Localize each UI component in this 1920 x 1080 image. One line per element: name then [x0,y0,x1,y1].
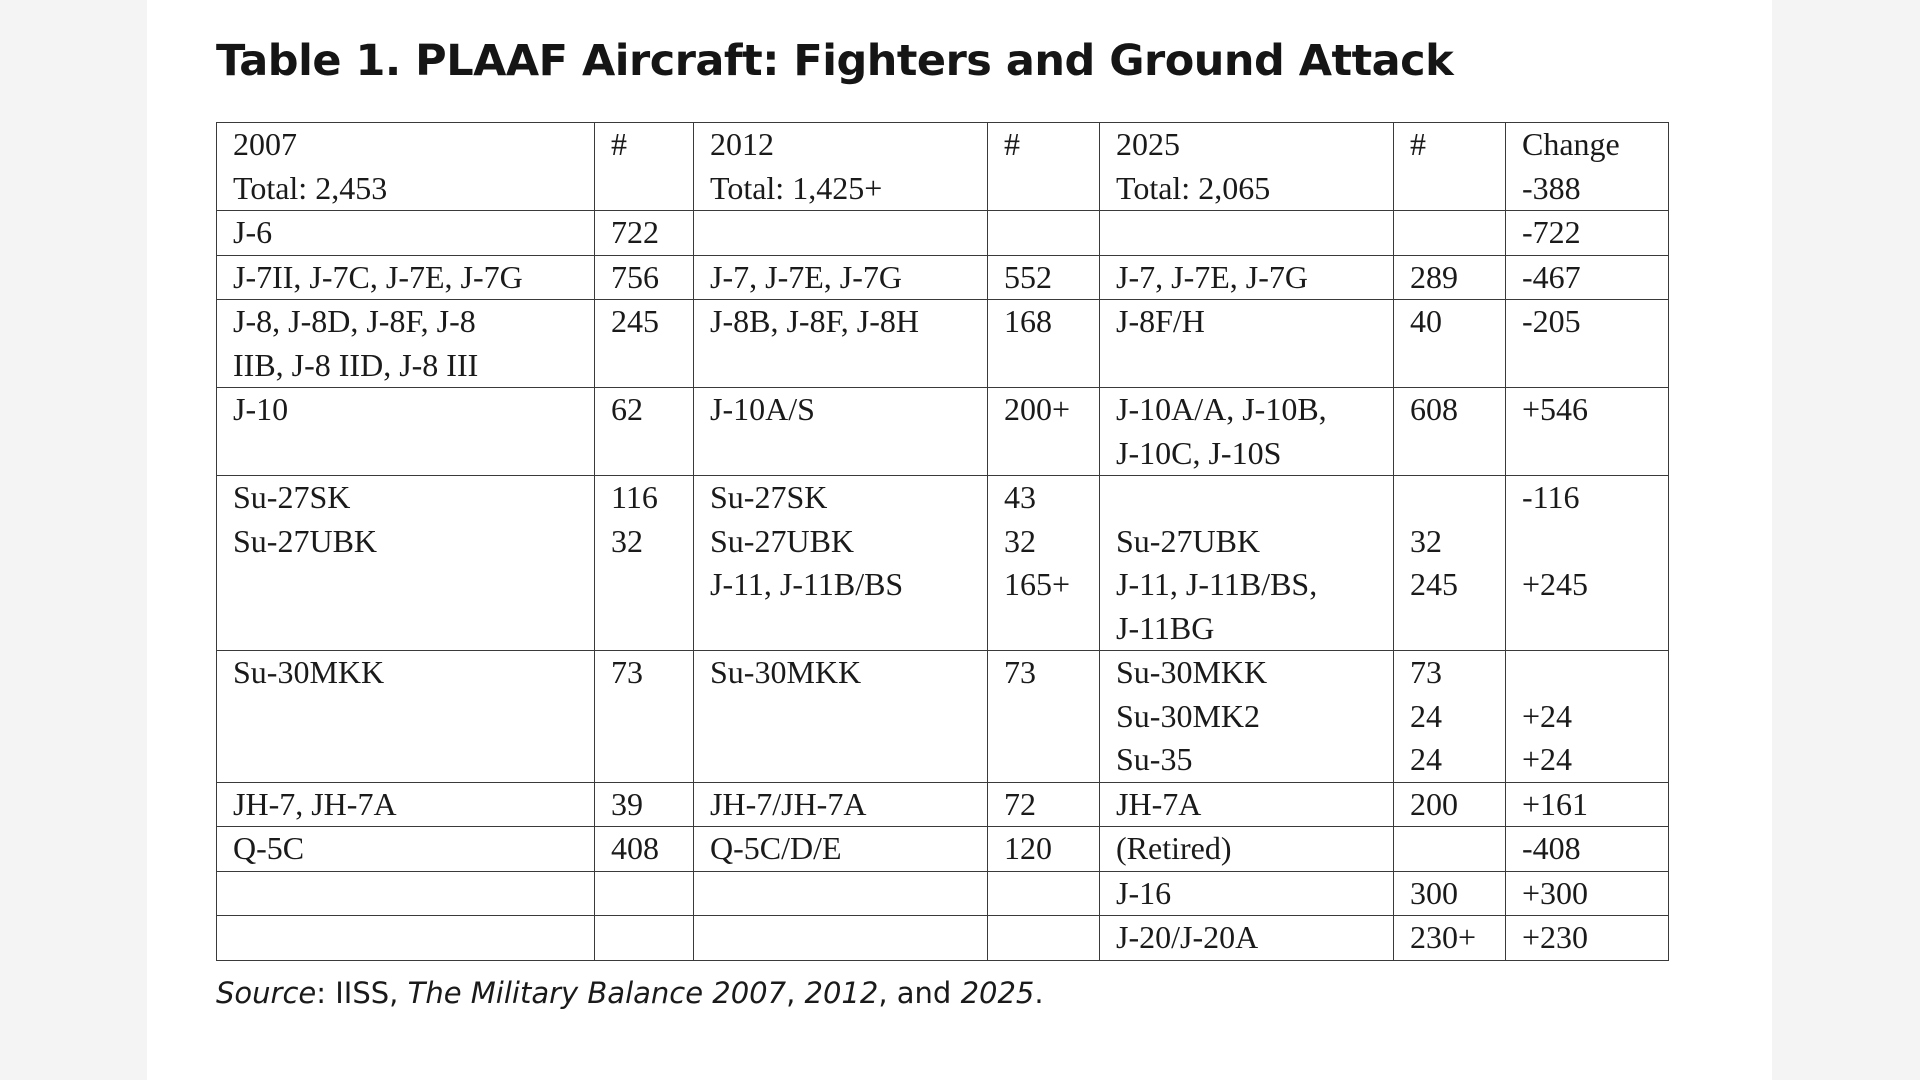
table-header-row [217,123,1669,211]
cell-line: 245 [611,303,659,339]
cell-line: 39 [611,785,643,822]
cell-line: 608 [1410,391,1458,427]
table-cell [1506,651,1669,783]
table-cell [1506,916,1669,961]
table-cell [1100,871,1394,916]
source-note [216,976,1044,1010]
table-cell [217,255,595,300]
cell-line: +24 [1522,697,1573,734]
table-cell [1394,211,1506,256]
cell-line [611,916,693,960]
cell-line: JH-7, JH-7A [233,785,397,822]
table-cell [1100,916,1394,961]
cell-line [1410,827,1505,871]
cell-line: # [1410,126,1426,162]
cell-line: (Retired) [1116,830,1232,866]
source-separator: , [786,976,805,1010]
table-cell [1100,123,1394,211]
cell-line: +300 [1522,874,1589,911]
cell-line: 43 [1004,479,1036,515]
table-cell [988,123,1100,211]
cell-line: Q-5C [233,830,305,866]
cell-line: Su-30MKK [1116,654,1268,690]
table-cell [595,300,694,388]
cell-line: 168 [1004,303,1052,339]
table-cell [1100,211,1394,256]
cell-line: J-20/J-20A [1116,919,1259,955]
cell-line: -408 [1522,830,1581,866]
cell-line: # [1004,126,1020,162]
cell-line: 73 [1410,654,1442,690]
source-separator: , and [878,976,961,1010]
cell-line: 73 [611,654,643,690]
table-cell [694,476,988,651]
cell-line: 24 [1410,697,1442,734]
cell-line: J-7, J-7E, J-7G [1116,258,1308,295]
cell-line: # [611,126,627,162]
table-row [217,827,1669,872]
table-cell [595,871,694,916]
table-cell [595,782,694,827]
table-cell [1100,827,1394,872]
source-end: . [1034,976,1044,1010]
table-cell [988,827,1100,872]
table-row [217,255,1669,300]
source-label: Source [216,976,317,1010]
cell-line [1522,520,1668,564]
cell-line: 300 [1410,874,1458,911]
table-cell [217,871,595,916]
table-cell [1100,651,1394,783]
cell-line: 32 [611,522,643,559]
table-cell [595,827,694,872]
cell-line: 2012 [710,126,774,162]
cell-line [710,211,987,255]
table-cell [1506,211,1669,256]
cell-line [1116,211,1393,255]
table-cell [217,211,595,256]
table-cell [1506,300,1669,388]
table-row [217,916,1669,961]
cell-line: J-10A/S [710,391,815,427]
cell-line: +161 [1522,785,1589,822]
table-cell [988,300,1100,388]
cell-line [1522,651,1668,695]
table-cell [217,388,595,476]
cell-line [1116,476,1393,520]
table-cell [988,211,1100,256]
cell-line: J-8F/H [1116,303,1205,339]
table-cell [1506,871,1669,916]
table-cell [694,388,988,476]
cell-line: 120 [1004,830,1052,866]
cell-line [611,872,693,916]
cell-line: 24 [1410,741,1442,777]
table-cell [1506,255,1669,300]
cell-line: 289 [1410,258,1458,295]
table-cell [1100,476,1394,651]
cell-line: 72 [1004,785,1036,822]
cell-line: Total: 2,065 [1116,169,1271,206]
cell-line [233,872,594,916]
cell-line: 722 [611,214,659,250]
cell-line: +24 [1522,741,1573,777]
cell-line: 2007 [233,126,297,162]
table-cell [1394,651,1506,783]
cell-line [1004,916,1099,960]
cell-line: 62 [611,391,643,427]
table-cell [694,651,988,783]
table-cell [988,476,1100,651]
table-row [217,211,1669,256]
table-cell [988,782,1100,827]
table-cell [1394,255,1506,300]
table-cell [217,827,595,872]
table-cell [595,916,694,961]
cell-line: Su-27UBK [710,522,855,559]
table-cell [694,255,988,300]
table-cell [988,871,1100,916]
cell-line: +230 [1522,919,1589,955]
table-cell [1394,476,1506,651]
cell-line: Su-27SK [710,479,828,515]
table-cell [1394,123,1506,211]
table-cell [1506,782,1669,827]
table-row [217,651,1669,783]
cell-line: JH-7/JH-7A [710,785,867,822]
cell-line [1410,211,1505,255]
cell-line [1410,476,1505,520]
cell-line: 230+ [1410,919,1477,955]
cell-line: -205 [1522,303,1581,339]
table-cell [988,255,1100,300]
cell-line: Total: 1,425+ [710,169,883,206]
cell-line: +245 [1522,566,1589,602]
table-cell [1394,388,1506,476]
table-row [217,476,1669,651]
cell-line: Su-30MK2 [1116,697,1261,734]
cell-line: J-8, J-8D, J-8F, J-8 [233,303,476,339]
source-year: 2012 [804,976,879,1010]
table-cell [694,123,988,211]
cell-line: 40 [1410,303,1442,339]
source-publication: The Military Balance 2007 [407,976,787,1010]
cell-line: 73 [1004,654,1036,690]
table-cell [694,827,988,872]
cell-line: J-8B, J-8F, J-8H [710,303,920,339]
cell-line: 32 [1410,522,1442,559]
cell-line [710,916,987,960]
table-row [217,871,1669,916]
cell-line: 200 [1410,785,1458,822]
cell-line: Su-27UBK [1116,522,1261,559]
cell-line [1004,211,1099,255]
table-cell [1100,782,1394,827]
table-cell [1506,827,1669,872]
table-cell [1394,827,1506,872]
table-cell [1506,388,1669,476]
table-cell [1506,123,1669,211]
table-cell [595,651,694,783]
cell-line [1004,872,1099,916]
table-cell [595,123,694,211]
table-body [217,123,1669,961]
aircraft-table [216,122,1669,961]
table-cell [217,123,595,211]
table-cell [217,476,595,651]
cell-line: 200+ [1004,391,1071,427]
cell-line: J-16 [1116,874,1172,911]
cell-line: 408 [611,830,659,866]
source-year: 2025 [960,976,1035,1010]
table-cell [217,782,595,827]
table-cell [595,476,694,651]
cell-line: J-7II, J-7C, J-7E, J-7G [233,258,523,295]
cell-line: -116 [1522,479,1580,515]
cell-line: Su-35 [1116,741,1193,777]
cell-line: Q-5C/D/E [710,830,842,866]
table-cell [1506,476,1669,651]
table-cell [217,651,595,783]
cell-line: 116 [611,479,658,515]
cell-line: 245 [1410,566,1458,602]
table-cell [1394,871,1506,916]
table-cell [694,916,988,961]
table-row [217,388,1669,476]
cell-line: Su-27UBK [233,522,378,559]
cell-line: J-10A/A, J-10B, [1116,391,1327,427]
table-cell [1100,300,1394,388]
cell-line: J-11BG [1116,609,1215,646]
table-cell [595,211,694,256]
table-cell [1100,255,1394,300]
table-row [217,300,1669,388]
table-cell [1394,300,1506,388]
cell-line [710,872,987,916]
table-cell [694,782,988,827]
table-cell [988,388,1100,476]
table-cell [694,871,988,916]
table-cell [1100,388,1394,476]
cell-line: 552 [1004,258,1052,295]
table-row [217,782,1669,827]
cell-line: IIB, J-8 IID, J-8 III [233,346,479,383]
table-cell [694,300,988,388]
cell-line: JH-7A [1116,785,1202,822]
table-cell [595,255,694,300]
cell-line: 756 [611,258,659,295]
table-cell [217,300,595,388]
cell-line: J-10C, J-10S [1116,434,1282,471]
cell-line: Su-30MKK [233,654,385,690]
cell-line: J-10 [233,391,289,427]
cell-line: J-11, J-11B/BS [710,566,904,602]
cell-line: -467 [1522,258,1581,295]
cell-line: 2025 [1116,126,1180,162]
cell-line: J-11, J-11B/BS, [1116,566,1318,602]
cell-line: Su-30MKK [710,654,862,690]
cell-line: -388 [1522,169,1581,206]
table-cell [988,916,1100,961]
source-separator: : IISS, [316,976,408,1010]
cell-line: Change [1522,126,1620,162]
cell-line: J-7, J-7E, J-7G [710,258,902,295]
cell-line: J-6 [233,214,273,250]
cell-line [233,916,594,960]
cell-line: -722 [1522,214,1581,250]
table-cell [694,211,988,256]
table-cell [1394,782,1506,827]
table-cell [988,651,1100,783]
table-title: Table 1. PLAAF Aircraft: Fighters and Ground Attack [216,36,1454,86]
cell-line: 32 [1004,522,1036,559]
table-cell [1394,916,1506,961]
cell-line: 165+ [1004,566,1071,602]
cell-line: +546 [1522,391,1589,427]
cell-line: Su-27SK [233,479,351,515]
cell-line: Total: 2,453 [233,169,388,206]
table-cell [595,388,694,476]
table-cell [217,916,595,961]
